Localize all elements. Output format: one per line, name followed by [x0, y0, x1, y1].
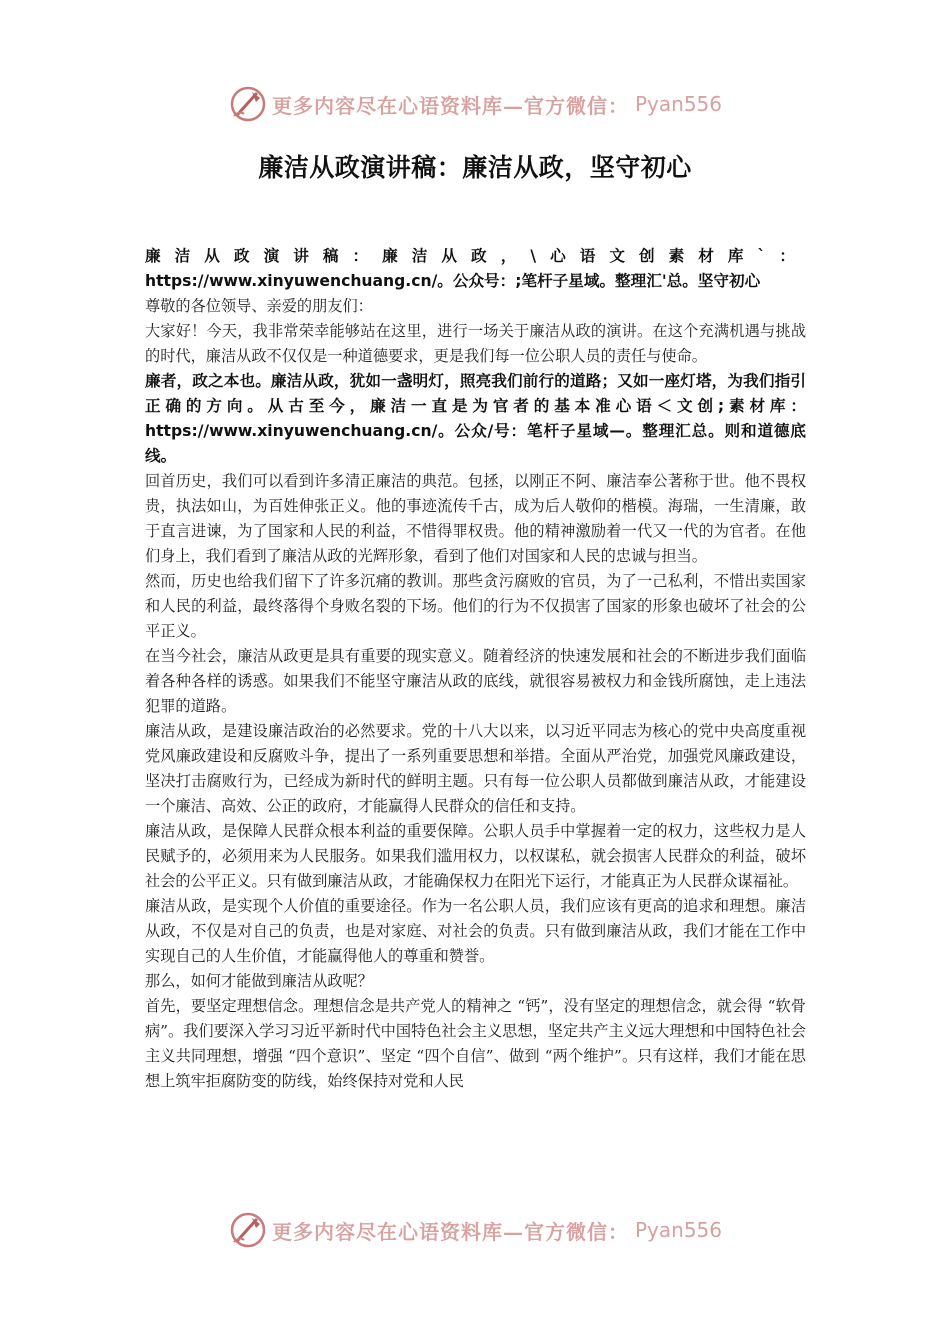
- logo-icon: [228, 84, 268, 124]
- footer-banner: [0, 1208, 950, 1252]
- banner-id: Pyan556: [634, 1218, 722, 1242]
- document-body: [145, 244, 806, 1094]
- paragraph: 廉洁从政，是建设廉洁政治的必然要求。党的十八大以来，以习近平同志为核心的党中央高度重视党风廉政建设和反腐败斗争，提出了一系列重要思想和举措。全面从严治党，加强党风廉政建设，坚决打击腐败行为，已经成为新时代的鲜明主题。只有每一位公职人员都做到廉洁从政，才能建设一个廉洁、高效、公正的政府，才能赢得人民群众的信任和支持。: [145, 722, 806, 815]
- paragraph-intro: [145, 244, 806, 294]
- logo-icon: [228, 1210, 268, 1250]
- paragraph-bold: 廉者，政之本也。廉洁从政，犹如一盏明灯，照亮我们前行的道路；又如一座灯塔，为我们指引正确的方向。从古至今，廉洁一直是为官者的基本准心语＜文创;素材库：https://www.xinyuwenchuang.cn/。公众/号：笔杆子星域—。整理汇总。则和道德底线。: [145, 372, 806, 465]
- banner-text: 更多内容尽在心语资料库—官方微信：: [271, 1219, 629, 1244]
- banner-text: 更多内容尽在心语资料库—官方微信：: [271, 93, 629, 118]
- paragraph: 尊敬的各位领导、亲爱的朋友们：: [145, 297, 373, 315]
- paragraph: 然而，历史也给我们留下了许多沉痛的教训。那些贪污腐败的官员，为了一己私利，不惜出卖国家和人民的利益，最终落得个身败名裂的下场。他们的行为不仅损害了国家的形象也破坏了社会的公平正义。: [145, 572, 806, 640]
- intro-rest-text: https://www.xinyuwenchuang.cn/。公众号：;笔杆子星域。整理汇'总。坚守初心: [145, 272, 761, 290]
- page-title: 廉洁从政演讲稿：廉洁从政，坚守初心: [258, 153, 692, 182]
- banner-id: Pyan556: [634, 92, 722, 116]
- paragraph: 在当今社会，廉洁从政更是具有重要的现实意义。随着经济的快速发展和社会的不断进步我们面临着各种各样的诱惑。如果我们不能坚守廉洁从政的底线，就很容易被权力和金钱所腐蚀，走上违法犯罪的道路。: [145, 647, 806, 715]
- paragraph: 回首历史，我们可以看到许多清正廉洁的典范。包拯，以刚正不阿、廉洁奉公著称于世。他不畏权贵，执法如山，为百姓伸张正义。他的事迹流传千古，成为后人敬仰的楷模。海瑞，一生清廉，敢于直言进谏，为了国家和人民的利益，不惜得罪权贵。他的精神激励着一代又一代的为官者。在他们身上，我们看到了廉洁从政的光辉形象，看到了他们对国家和人民的忠诚与担当。: [145, 472, 806, 565]
- header-banner: [0, 82, 950, 126]
- paragraph: 那么，如何才能做到廉洁从政呢？: [145, 972, 373, 990]
- paragraph: 大家好！今天，我非常荣幸能够站在这里，进行一场关于廉洁从政的演讲。在这个充满机遇与挑战的时代，廉洁从政不仅仅是一种道德要求，更是我们每一位公职人员的责任与使命。: [145, 322, 806, 365]
- paragraph: 廉洁从政，是实现个人价值的重要途径。作为一名公职人员，我们应该有更高的追求和理想。廉洁从政，不仅是对自己的负责，也是对家庭、对社会的负责。只有做到廉洁从政，我们才能在工作中实现自己的人生价值，才能赢得他人的尊重和赞誉。: [145, 897, 806, 965]
- paragraph: 廉洁从政，是保障人民群众根本利益的重要保障。公职人员手中掌握着一定的权力，这些权力是人民赋予的，必须用来为人民服务。如果我们滥用权力，以权谋私，就会损害人民群众的利益，破坏社会的公平正义。只有做到廉洁从政，才能确保权力在阳光下运行，才能真正为人民群众谋福祉。: [145, 822, 806, 890]
- intro-spaced-text: 廉洁从政演讲稿：廉洁从政，\心语文创素材库`：: [145, 247, 806, 265]
- paragraph: 首先，要坚定理想信念。理想信念是共产党人的精神之 “钙”，没有坚定的理想信念，就会得 “软骨病”。我们要深入学习习近平新时代中国特色社会主义思想，坚定共产主义远大理想和中国特色社会主义共同理想，增强 “四个意识”、坚定 “四个自信”、做到 “两个维护”。只有这样，我们才能在思想上筑牢拒腐防变的防线，始终保持对党和人民: [145, 997, 806, 1090]
